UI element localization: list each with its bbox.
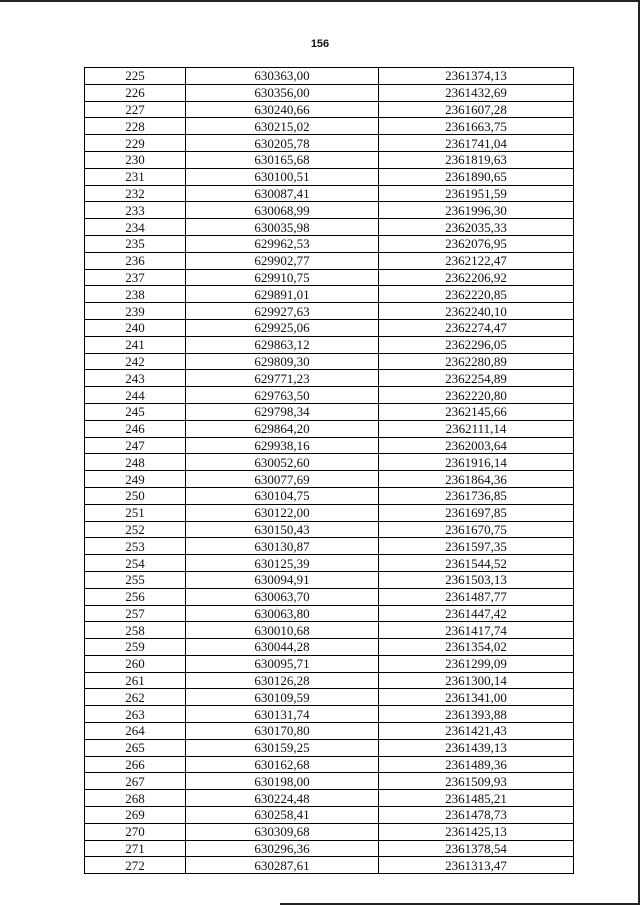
y-coordinate-cell: 2362003,64	[379, 437, 574, 454]
table-row	[85, 235, 574, 252]
x-coordinate-cell: 630224,48	[186, 790, 379, 807]
table-row	[85, 370, 574, 387]
y-coordinate-cell: 2361341,00	[379, 689, 574, 706]
table-row	[85, 538, 574, 555]
y-coordinate-cell: 2361663,75	[379, 118, 574, 135]
x-coordinate-cell: 630126,28	[186, 672, 379, 689]
y-coordinate-cell: 2362076,95	[379, 235, 574, 252]
x-coordinate-cell: 630363,00	[186, 68, 379, 85]
y-coordinate-cell: 2361607,28	[379, 101, 574, 118]
x-coordinate-cell: 630044,28	[186, 639, 379, 656]
point-number-cell: 250	[85, 487, 186, 504]
table-row	[85, 790, 574, 807]
point-number-cell: 269	[85, 807, 186, 824]
table-row	[85, 151, 574, 168]
x-coordinate-cell: 629938,16	[186, 437, 379, 454]
x-coordinate-cell: 629910,75	[186, 269, 379, 286]
point-number-cell: 267	[85, 773, 186, 790]
point-number-cell: 231	[85, 168, 186, 185]
table-row	[85, 84, 574, 101]
point-number-cell: 270	[85, 823, 186, 840]
point-number-cell: 272	[85, 857, 186, 874]
y-coordinate-cell: 2361299,09	[379, 655, 574, 672]
x-coordinate-cell: 629891,01	[186, 286, 379, 303]
table-row	[85, 622, 574, 639]
table-row	[85, 437, 574, 454]
table-row	[85, 672, 574, 689]
point-number-cell: 243	[85, 370, 186, 387]
y-coordinate-cell: 2362035,33	[379, 219, 574, 236]
y-coordinate-cell: 2361300,14	[379, 672, 574, 689]
point-number-cell: 248	[85, 454, 186, 471]
x-coordinate-cell: 630068,99	[186, 202, 379, 219]
table-row	[85, 487, 574, 504]
point-number-cell: 258	[85, 622, 186, 639]
y-coordinate-cell: 2362240,10	[379, 303, 574, 320]
table-row	[85, 185, 574, 202]
y-coordinate-cell: 2362220,80	[379, 387, 574, 404]
table-row	[85, 555, 574, 572]
x-coordinate-cell: 629863,12	[186, 336, 379, 353]
table-row	[85, 403, 574, 420]
x-coordinate-cell: 630035,98	[186, 219, 379, 236]
x-coordinate-cell: 630122,00	[186, 504, 379, 521]
point-number-cell: 229	[85, 135, 186, 152]
point-number-cell: 236	[85, 252, 186, 269]
y-coordinate-cell: 2361819,63	[379, 151, 574, 168]
y-coordinate-cell: 2361670,75	[379, 521, 574, 538]
point-number-cell: 252	[85, 521, 186, 538]
point-number-cell: 228	[85, 118, 186, 135]
y-coordinate-cell: 2361313,47	[379, 857, 574, 874]
x-coordinate-cell: 630095,71	[186, 655, 379, 672]
x-coordinate-cell: 630125,39	[186, 555, 379, 572]
table-row	[85, 353, 574, 370]
y-coordinate-cell: 2362220,85	[379, 286, 574, 303]
x-coordinate-cell: 630162,68	[186, 756, 379, 773]
y-coordinate-cell: 2361417,74	[379, 622, 574, 639]
x-coordinate-cell: 629962,53	[186, 235, 379, 252]
x-coordinate-cell: 629902,77	[186, 252, 379, 269]
point-number-cell: 230	[85, 151, 186, 168]
table-row	[85, 639, 574, 656]
point-number-cell: 264	[85, 723, 186, 740]
point-number-cell: 226	[85, 84, 186, 101]
x-coordinate-cell: 630205,78	[186, 135, 379, 152]
y-coordinate-cell: 2361447,42	[379, 605, 574, 622]
x-coordinate-cell: 630010,68	[186, 622, 379, 639]
table-row	[85, 840, 574, 857]
x-coordinate-cell: 630309,68	[186, 823, 379, 840]
y-coordinate-cell: 2361697,85	[379, 504, 574, 521]
point-number-cell: 256	[85, 588, 186, 605]
point-number-cell: 263	[85, 706, 186, 723]
y-coordinate-cell: 2362122,47	[379, 252, 574, 269]
x-coordinate-cell: 630100,51	[186, 168, 379, 185]
y-coordinate-cell: 2361487,77	[379, 588, 574, 605]
y-coordinate-cell: 2361503,13	[379, 571, 574, 588]
point-number-cell: 241	[85, 336, 186, 353]
table-row	[85, 336, 574, 353]
x-coordinate-cell: 630087,41	[186, 185, 379, 202]
table-row	[85, 823, 574, 840]
table-row	[85, 689, 574, 706]
x-coordinate-cell: 629925,06	[186, 319, 379, 336]
y-coordinate-cell: 2361996,30	[379, 202, 574, 219]
table-row	[85, 252, 574, 269]
x-coordinate-cell: 630063,80	[186, 605, 379, 622]
x-coordinate-cell: 630052,60	[186, 454, 379, 471]
point-number-cell: 238	[85, 286, 186, 303]
table-row	[85, 269, 574, 286]
coordinates-table-body	[85, 68, 574, 874]
point-number-cell: 245	[85, 403, 186, 420]
point-number-cell: 255	[85, 571, 186, 588]
x-coordinate-cell: 630215,02	[186, 118, 379, 135]
point-number-cell: 271	[85, 840, 186, 857]
x-coordinate-cell: 630287,61	[186, 857, 379, 874]
table-row	[85, 101, 574, 118]
point-number-cell: 253	[85, 538, 186, 555]
y-coordinate-cell: 2361439,13	[379, 739, 574, 756]
y-coordinate-cell: 2361951,59	[379, 185, 574, 202]
y-coordinate-cell: 2362280,89	[379, 353, 574, 370]
point-number-cell: 268	[85, 790, 186, 807]
y-coordinate-cell: 2361509,93	[379, 773, 574, 790]
table-row	[85, 387, 574, 404]
point-number-cell: 249	[85, 471, 186, 488]
table-row	[85, 655, 574, 672]
y-coordinate-cell: 2361354,02	[379, 639, 574, 656]
x-coordinate-cell: 629864,20	[186, 420, 379, 437]
point-number-cell: 265	[85, 739, 186, 756]
x-coordinate-cell: 630109,59	[186, 689, 379, 706]
table-row	[85, 756, 574, 773]
point-number-cell: 254	[85, 555, 186, 572]
table-row	[85, 118, 574, 135]
x-coordinate-cell: 630063,70	[186, 588, 379, 605]
point-number-cell: 227	[85, 101, 186, 118]
x-coordinate-cell: 630094,91	[186, 571, 379, 588]
table-row	[85, 68, 574, 85]
point-number-cell: 260	[85, 655, 186, 672]
point-number-cell: 239	[85, 303, 186, 320]
coordinates-table	[84, 67, 574, 874]
table-row	[85, 286, 574, 303]
point-number-cell: 237	[85, 269, 186, 286]
y-coordinate-cell: 2361544,52	[379, 555, 574, 572]
scan-border-top	[0, 0, 640, 2]
x-coordinate-cell: 629927,63	[186, 303, 379, 320]
table-row	[85, 202, 574, 219]
y-coordinate-cell: 2361864,36	[379, 471, 574, 488]
y-coordinate-cell: 2361393,88	[379, 706, 574, 723]
point-number-cell: 257	[85, 605, 186, 622]
y-coordinate-cell: 2361489,36	[379, 756, 574, 773]
x-coordinate-cell: 630165,68	[186, 151, 379, 168]
y-coordinate-cell: 2361425,13	[379, 823, 574, 840]
y-coordinate-cell: 2361485,21	[379, 790, 574, 807]
y-coordinate-cell: 2362111,14	[379, 420, 574, 437]
x-coordinate-cell: 630077,69	[186, 471, 379, 488]
table-row	[85, 857, 574, 874]
x-coordinate-cell: 630130,87	[186, 538, 379, 555]
point-number-cell: 244	[85, 387, 186, 404]
y-coordinate-cell: 2361374,13	[379, 68, 574, 85]
table-row	[85, 454, 574, 471]
y-coordinate-cell: 2362206,92	[379, 269, 574, 286]
y-coordinate-cell: 2361741,04	[379, 135, 574, 152]
point-number-cell: 240	[85, 319, 186, 336]
table-row	[85, 571, 574, 588]
y-coordinate-cell: 2361916,14	[379, 454, 574, 471]
table-row	[85, 723, 574, 740]
point-number-cell: 234	[85, 219, 186, 236]
x-coordinate-cell: 630258,41	[186, 807, 379, 824]
table-row	[85, 471, 574, 488]
point-number-cell: 261	[85, 672, 186, 689]
x-coordinate-cell: 630198,00	[186, 773, 379, 790]
y-coordinate-cell: 2362145,66	[379, 403, 574, 420]
y-coordinate-cell: 2361478,73	[379, 807, 574, 824]
x-coordinate-cell: 629771,23	[186, 370, 379, 387]
y-coordinate-cell: 2361736,85	[379, 487, 574, 504]
x-coordinate-cell: 630240,66	[186, 101, 379, 118]
y-coordinate-cell: 2362296,05	[379, 336, 574, 353]
point-number-cell: 242	[85, 353, 186, 370]
table-row	[85, 219, 574, 236]
point-number-cell: 247	[85, 437, 186, 454]
table-row	[85, 706, 574, 723]
point-number-cell: 259	[85, 639, 186, 656]
point-number-cell: 251	[85, 504, 186, 521]
x-coordinate-cell: 629798,34	[186, 403, 379, 420]
table-row	[85, 135, 574, 152]
y-coordinate-cell: 2362254,89	[379, 370, 574, 387]
table-row	[85, 521, 574, 538]
table-row	[85, 420, 574, 437]
table-row	[85, 605, 574, 622]
x-coordinate-cell: 629763,50	[186, 387, 379, 404]
x-coordinate-cell: 630159,25	[186, 739, 379, 756]
table-row	[85, 504, 574, 521]
y-coordinate-cell: 2361890,65	[379, 168, 574, 185]
x-coordinate-cell: 630356,00	[186, 84, 379, 101]
table-row	[85, 319, 574, 336]
point-number-cell: 225	[85, 68, 186, 85]
table-row	[85, 303, 574, 320]
table-row	[85, 807, 574, 824]
y-coordinate-cell: 2361421,43	[379, 723, 574, 740]
y-coordinate-cell: 2362274,47	[379, 319, 574, 336]
table-row	[85, 168, 574, 185]
table-row	[85, 588, 574, 605]
y-coordinate-cell: 2361432,69	[379, 84, 574, 101]
point-number-cell: 262	[85, 689, 186, 706]
table-row	[85, 773, 574, 790]
x-coordinate-cell: 630296,36	[186, 840, 379, 857]
point-number-cell: 232	[85, 185, 186, 202]
point-number-cell: 233	[85, 202, 186, 219]
x-coordinate-cell: 630131,74	[186, 706, 379, 723]
y-coordinate-cell: 2361378,54	[379, 840, 574, 857]
point-number-cell: 246	[85, 420, 186, 437]
table-row	[85, 739, 574, 756]
x-coordinate-cell: 629809,30	[186, 353, 379, 370]
x-coordinate-cell: 630150,43	[186, 521, 379, 538]
x-coordinate-cell: 630170,80	[186, 723, 379, 740]
point-number-cell: 266	[85, 756, 186, 773]
page-number: 156	[310, 38, 330, 50]
y-coordinate-cell: 2361597,35	[379, 538, 574, 555]
point-number-cell: 235	[85, 235, 186, 252]
x-coordinate-cell: 630104,75	[186, 487, 379, 504]
